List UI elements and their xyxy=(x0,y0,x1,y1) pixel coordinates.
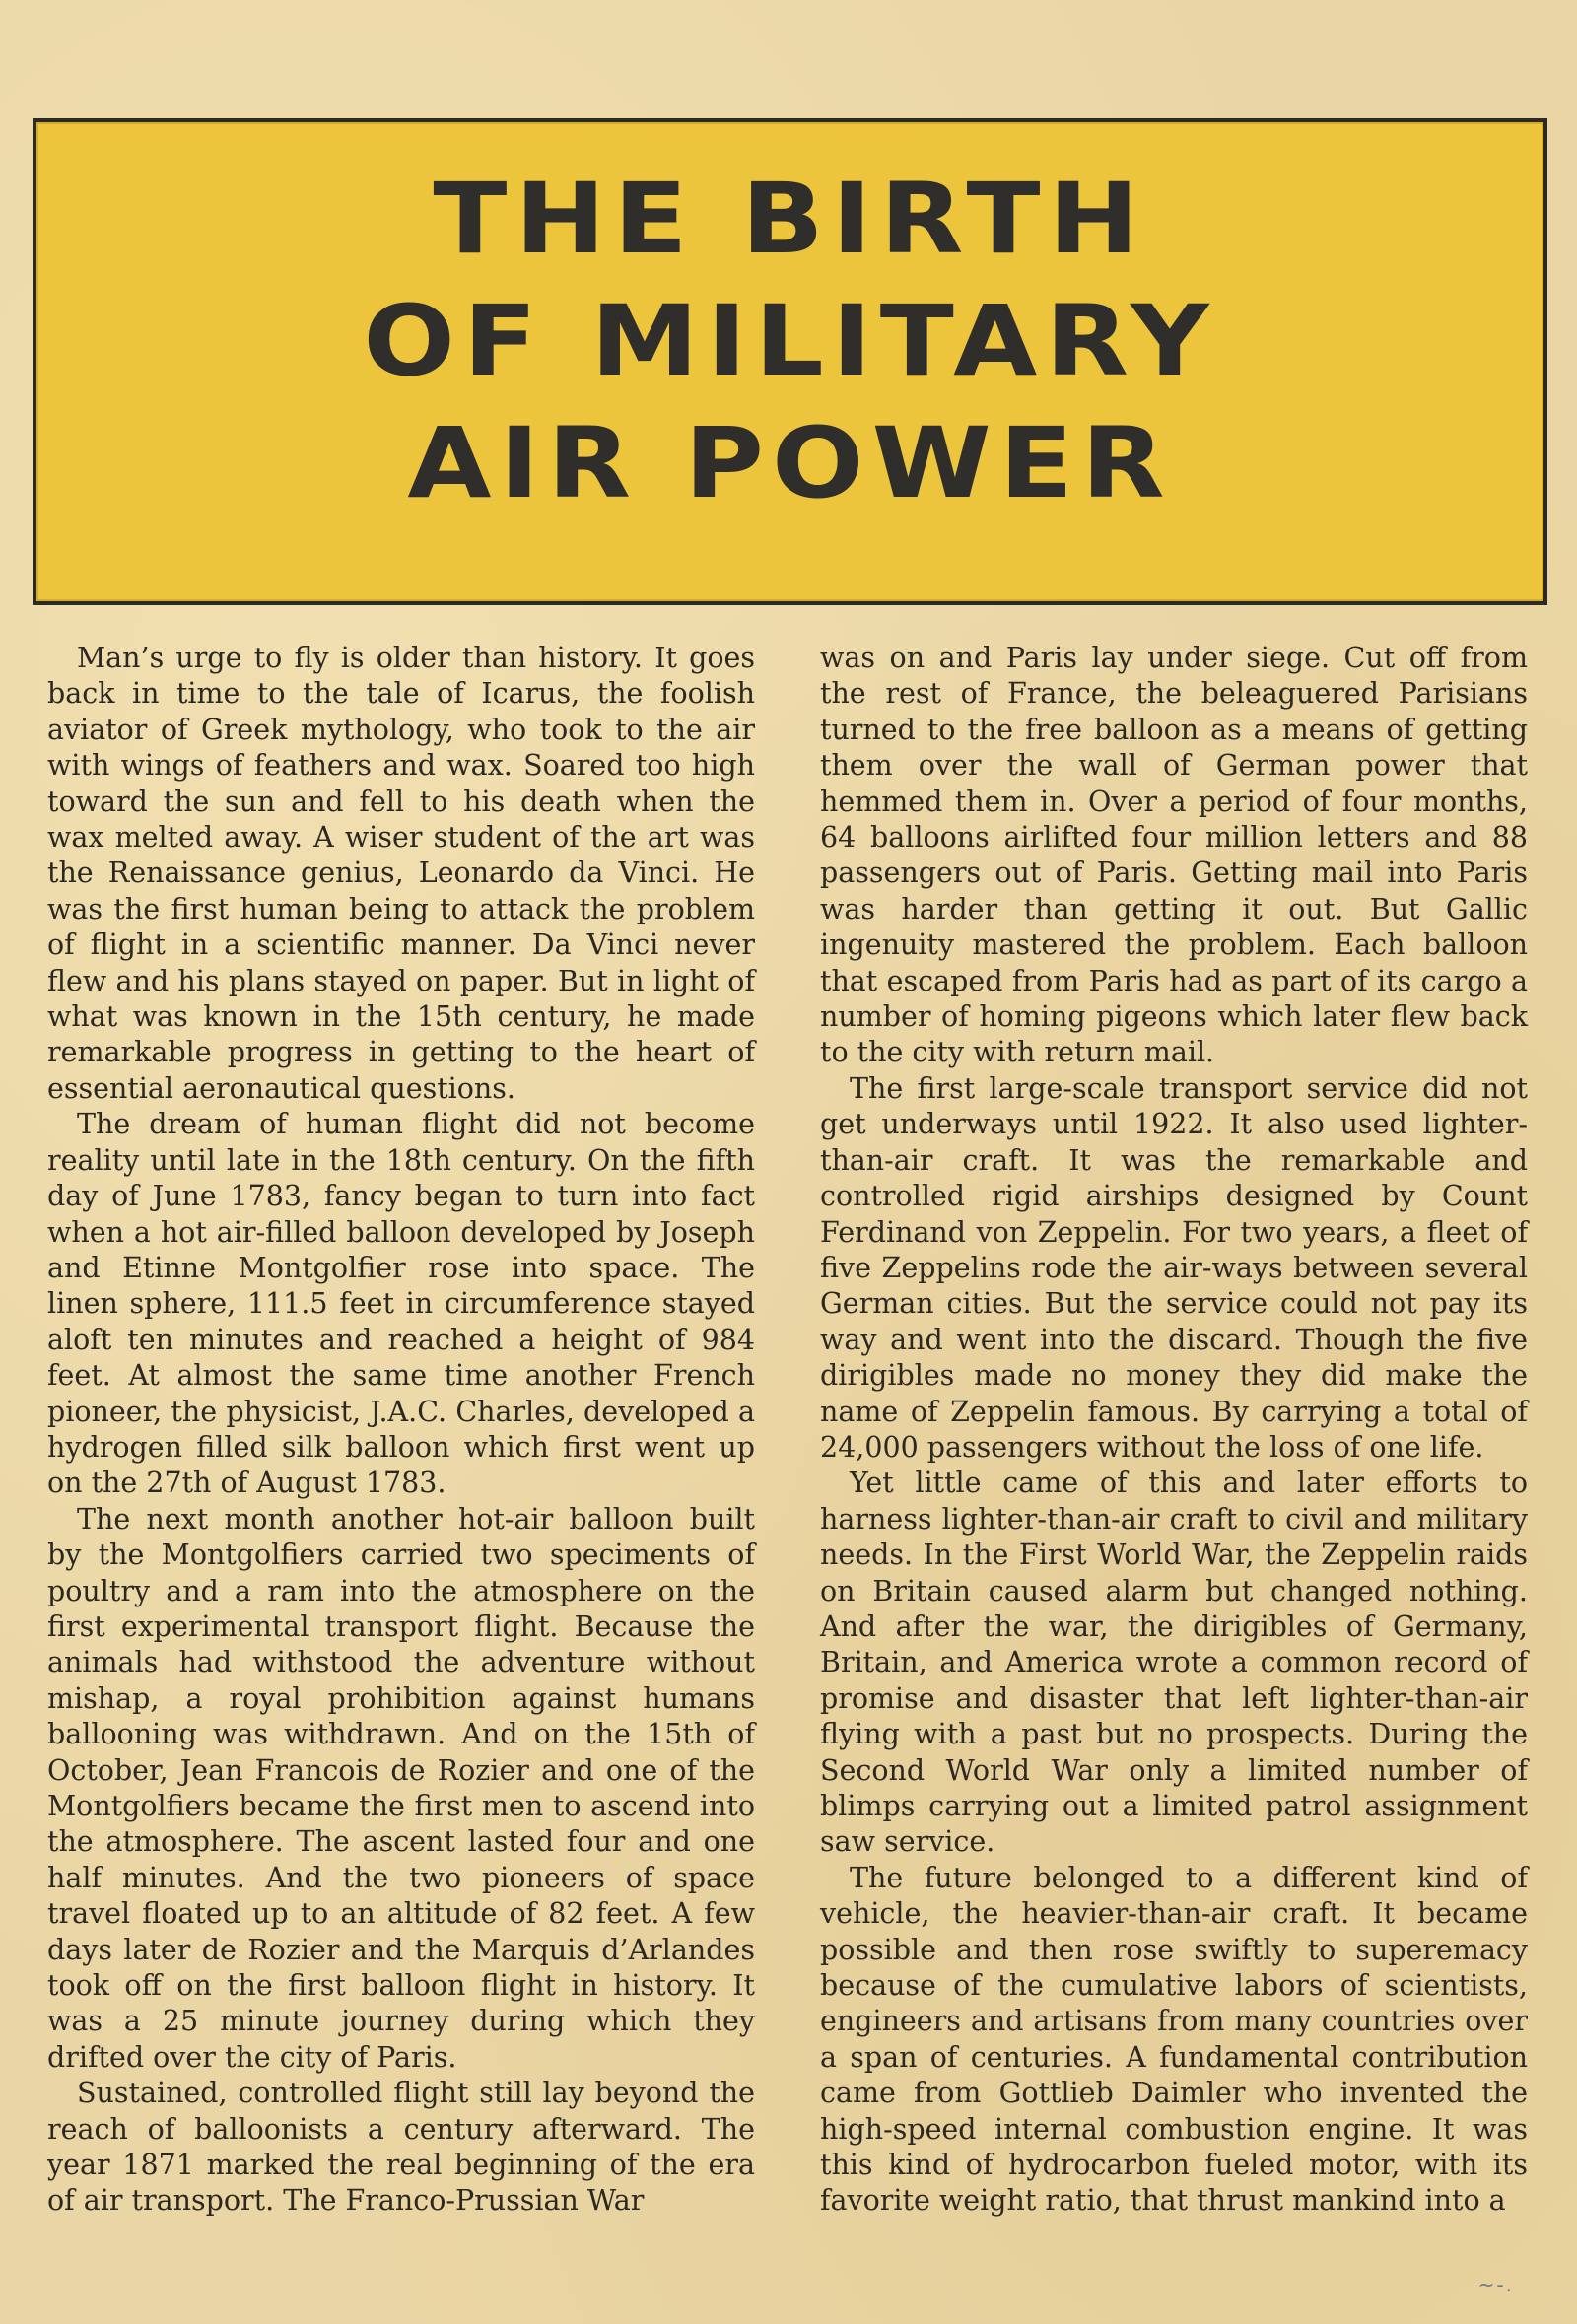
title-banner xyxy=(33,118,1547,605)
page-mark: ~-. xyxy=(1477,2273,1514,2296)
article-paragraph: The dream of human flight did not become reality until late in the 18th century. On the fifth day of June 1783, fancy began to turn into fact when a hot air-filled balloon developed by Joseph and Etinne Montgolfier rose into space. The linen sphere, 111.5 feet in circumference stayed aloft ten minutes and reached a height of 984 feet. At almost the same time another French pioneer, the physicist, J.A.C. Charles, developed a hydrogen filled silk balloon which first went up on the 27th of August 1783. xyxy=(47,1108,755,1500)
article-paragraph: Yet little came of this and later efforts to harness lighter-than-air craft to civil and military needs. In the First World War, the Zeppelin raids on Britain caused alarm but changed nothing. And after the war, the dirigibles of Germany, Britain, and America wrote a common record of promise and disaster that left lighter-than-air flying with a past but no prospects. During the Second World War only a limited number of blimps carrying out a limited patrol assignment saw service. xyxy=(820,1467,1528,1859)
article-column-left xyxy=(47,641,755,2220)
title-line-3: AIR POWER xyxy=(407,406,1173,520)
title-line-1: THE BIRTH xyxy=(433,162,1147,276)
article-paragraph: Man’s urge to fly is older than history. It goes back in time to the tale of Icarus, the foolish aviator of Greek mythology, who took to the air with wings of feathers and wax. Soared too high toward the sun and fell to his death when the wax melted away. A wiser student of the art was the Renaissance genius, Leonardo da Vinci. He was the first human being to attack the problem of flight in a scientific manner. Da Vinci never flew and his plans stayed on paper. But in light of what was known in the 15th century, he made remarkable progress in getting to the heart of essential aeronautical questions. xyxy=(47,642,755,1105)
article-paragraph: The future belonged to a different kind of vehicle, the heavier-than-air craft. It became possible and then rose swiftly to superemacy because of the cumulative labors of scientists, engineers and artisans from many countries over a span of centuries. A fundamental contribution came from Gottlieb Daimler who invented the high-speed internal combustion engine. It was this kind of hydrocarbon fueled motor, with its favorite weight ratio, that thrust mankind into a xyxy=(820,1861,1528,2218)
article-column-right xyxy=(820,641,1528,2220)
article-paragraph: Sustained, controlled flight still lay beyond the reach of balloonists a century afterward. The year 1871 marked the real beginning of the era of air transport. The Franco-Prussian War xyxy=(47,2077,755,2218)
article-paragraph: The first large-scale transport service did not get underways until 1922. It also used lighter-than-air craft. It was the remarkable and controlled rigid airships designed by Count Ferdinand von Zeppelin. For two years, a fleet of five Zeppelins rode the air-ways between several German cities. But the service could not pay its way and went into the discard. Though the five dirigibles made no money they did make the name of Zeppelin famous. By carrying a total of 24,000 passengers without the loss of one life. xyxy=(820,1071,1528,1464)
article-paragraph: was on and Paris lay under siege. Cut off from the rest of France, the beleaguered Parisians turned to the free balloon as a means of getting them over the wall of German power that hemmed them in. Over a period of four months, 64 balloons airlifted four million letters and 88 passengers out of Paris. Getting mail into Paris was harder than getting it out. But Gallic ingenuity mastered the problem. Each balloon that escaped from Paris had as part of its cargo a number of homing pigeons which later flew back to the city with return mail. xyxy=(820,642,1528,1069)
title-line-2: OF MILITARY xyxy=(363,284,1217,398)
article-paragraph: The next month another hot-air balloon built by the Montgolfiers carried two speciments of poultry and a ram into the atmosphere on the first experimental transport flight. Because the animals had withstood the adventure without mishap, a royal prohibition against humans ballooning was withdrawn. And on the 15th of October, Jean Francois de Rozier and one of the Montgolfiers became the first men to ascend into the atmosphere. The ascent lasted four and one half minutes. And the two pioneers of space travel floated up to an altitude of 82 feet. A few days later de Rozier and the Marquis d’Arlandes took off on the first balloon flight in history. It was a 25 minute journey during which they drifted over the city of Paris. xyxy=(47,1502,755,2074)
